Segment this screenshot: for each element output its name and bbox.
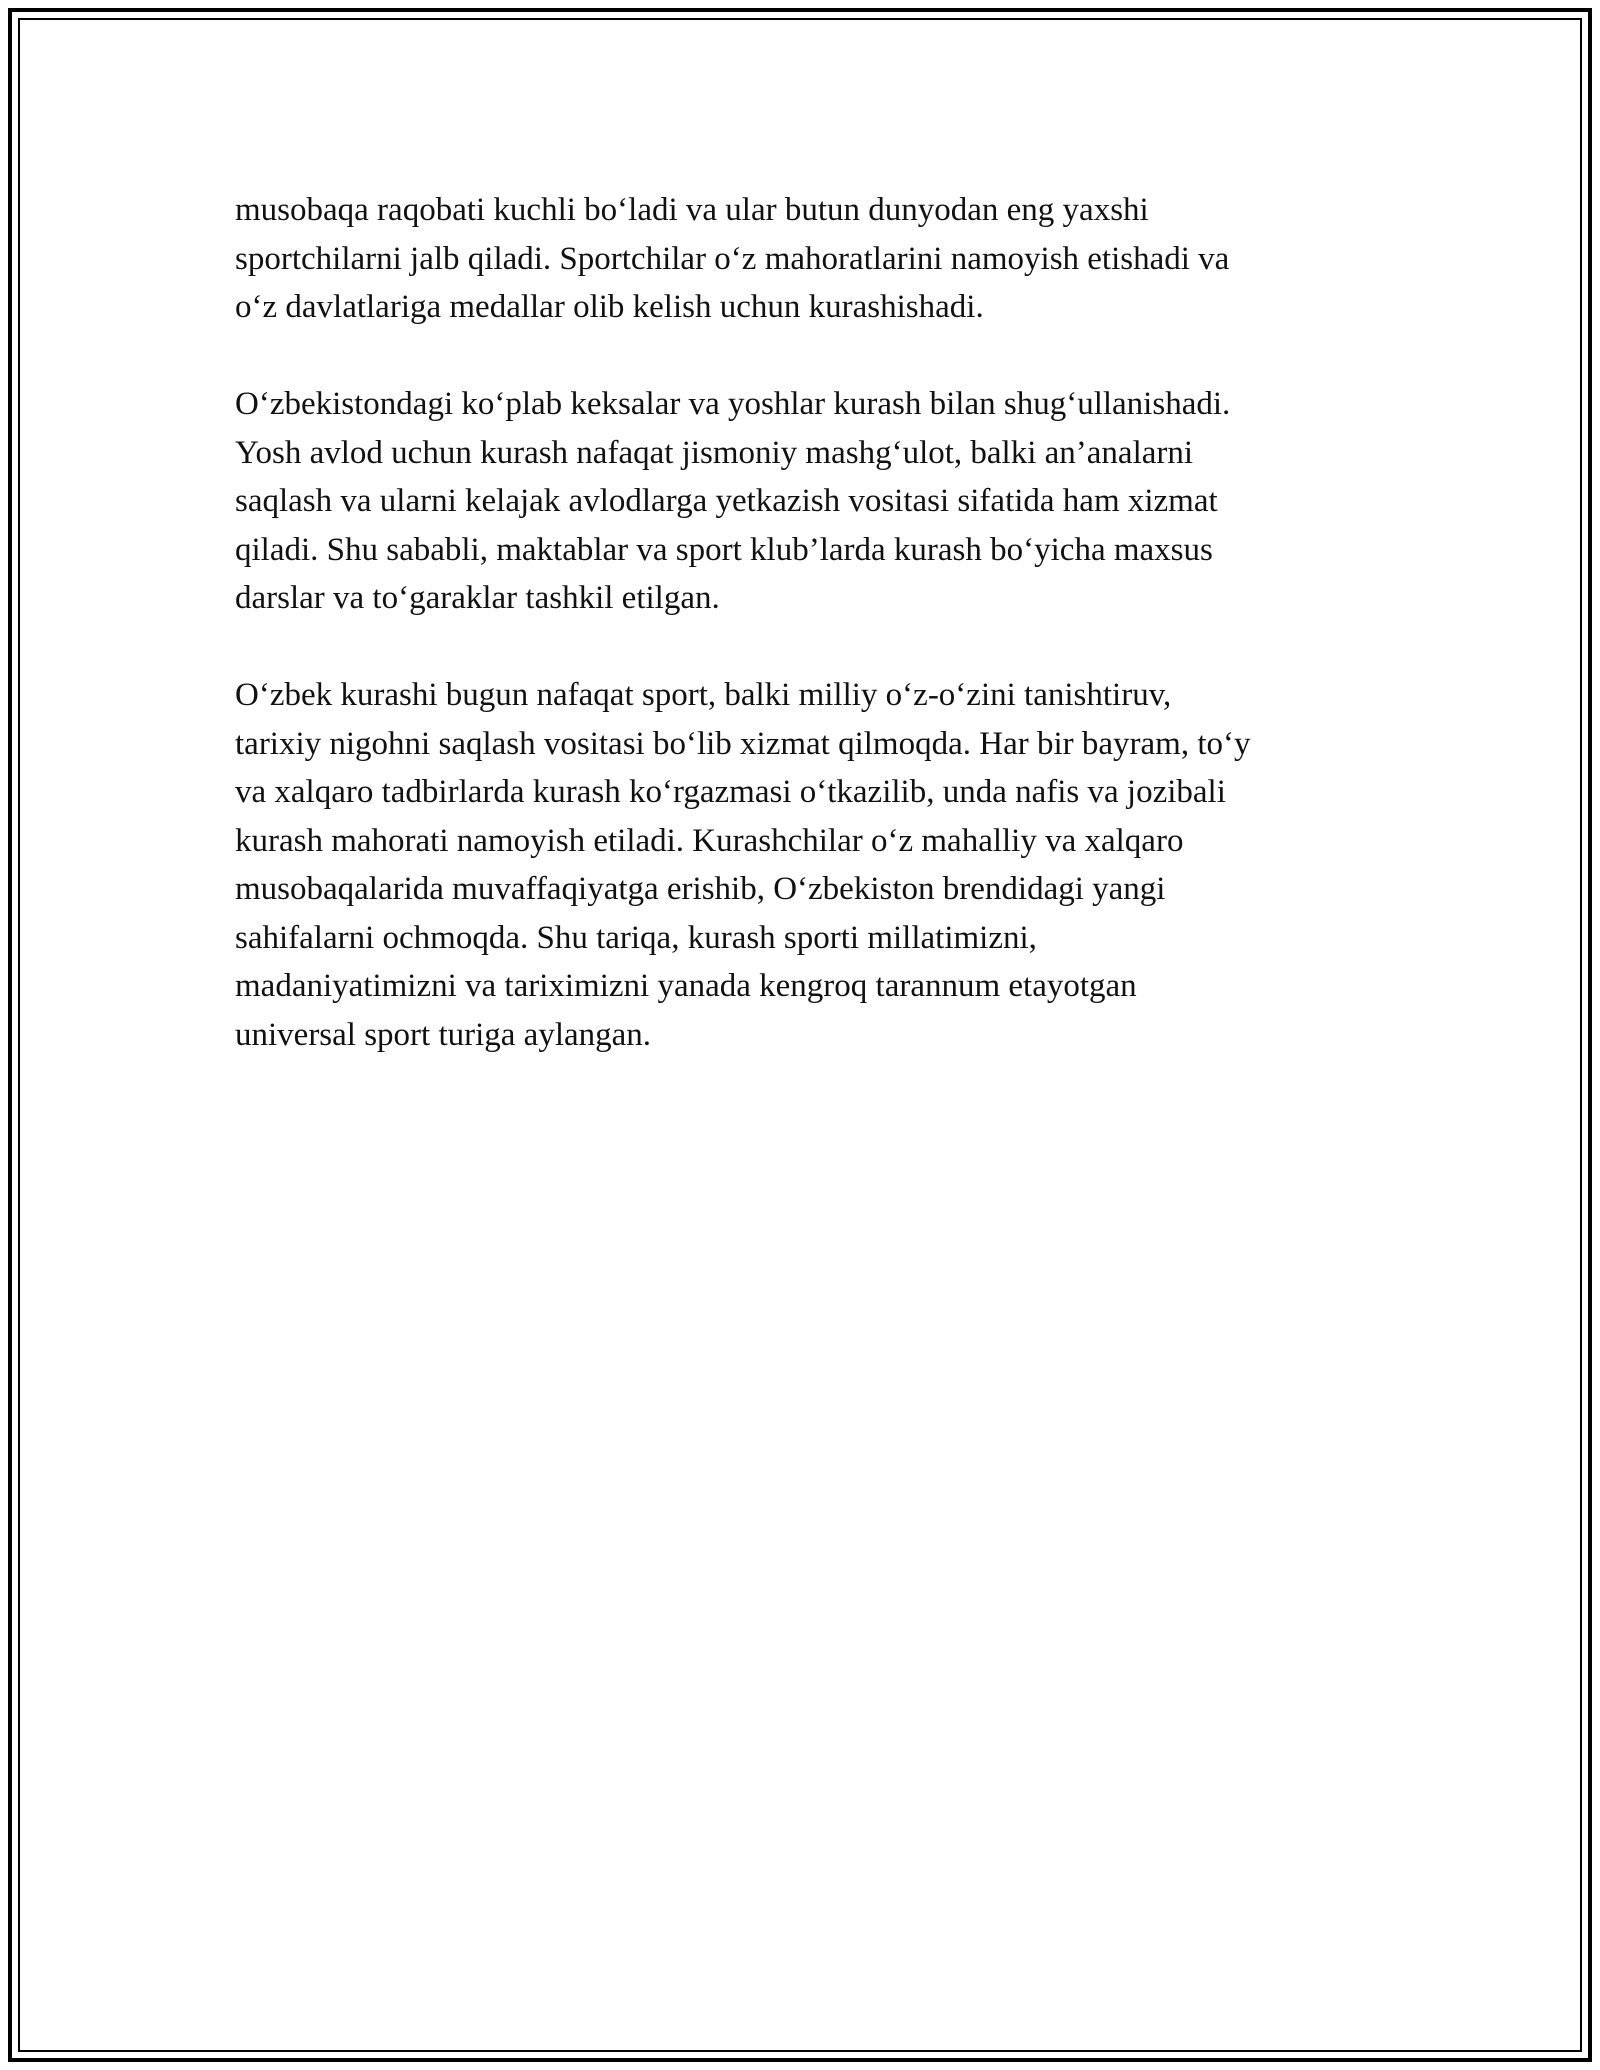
text-line: Yosh avlod uchun kurash nafaqat jismoniy mashg‘ulot, balki an’analarni — [235, 434, 1194, 471]
paragraph-1 — [235, 186, 1370, 332]
text-line: O‘zbekistondagi ko‘plab keksalar va yoshlar kurash bilan shug‘ullanishadi. — [235, 386, 1231, 422]
text-line: darslar va to‘garaklar tashkil etilgan. — [235, 580, 720, 616]
text-line: kurash mahorati namoyish etiladi. Kurashchilar o‘z mahalliy va xalqaro — [235, 822, 1184, 859]
text-line: qiladi. Shu sababli, maktablar va sport klub’larda kurash bo‘yicha maxsus — [235, 531, 1213, 568]
text-line: universal sport turiga aylangan. — [235, 1016, 652, 1053]
text-line: o‘z davlatlariga medallar olib kelish uchun kurashishadi. — [235, 289, 984, 325]
text-line: sahifalarni ochmoqda. Shu tariqa, kurash sporti millatimizni, — [235, 919, 1037, 956]
text-line: va xalqaro tadbirlarda kurash ko‘rgazmasi o‘tkazilib, unda nafis va jozibali — [235, 774, 1226, 810]
paragraph-3 — [235, 671, 1370, 1059]
text-line: O‘zbek kurashi bugun nafaqat sport, balki milliy o‘z-o‘zini tanishtiruv, — [235, 677, 1172, 713]
paragraph-2 — [235, 380, 1370, 623]
text-line: saqlash va ularni kelajak avlodlarga yetkazish vositasi sifatida ham xizmat — [235, 483, 1218, 519]
text-line: madaniyatimizni va tariximizni yanada kengroq tarannum etayotgan — [235, 968, 1137, 1004]
text-line: sportchilarni jalb qiladi. Sportchilar o‘z mahoratlarini namoyish etishadi va — [235, 240, 1230, 277]
text-line: musobaqa raqobati kuchli bo‘ladi va ular butun dunyodan eng yaxshi — [235, 192, 1149, 228]
text-line: tarixiy nigohni saqlash vositasi bo‘lib xizmat qilmoqda. Har bir bayram, to‘y — [235, 725, 1251, 762]
document-body — [235, 186, 1370, 1108]
text-line: musobaqalarida muvaffaqiyatga erishib, O‘zbekiston brendidagi yangi — [235, 871, 1166, 907]
